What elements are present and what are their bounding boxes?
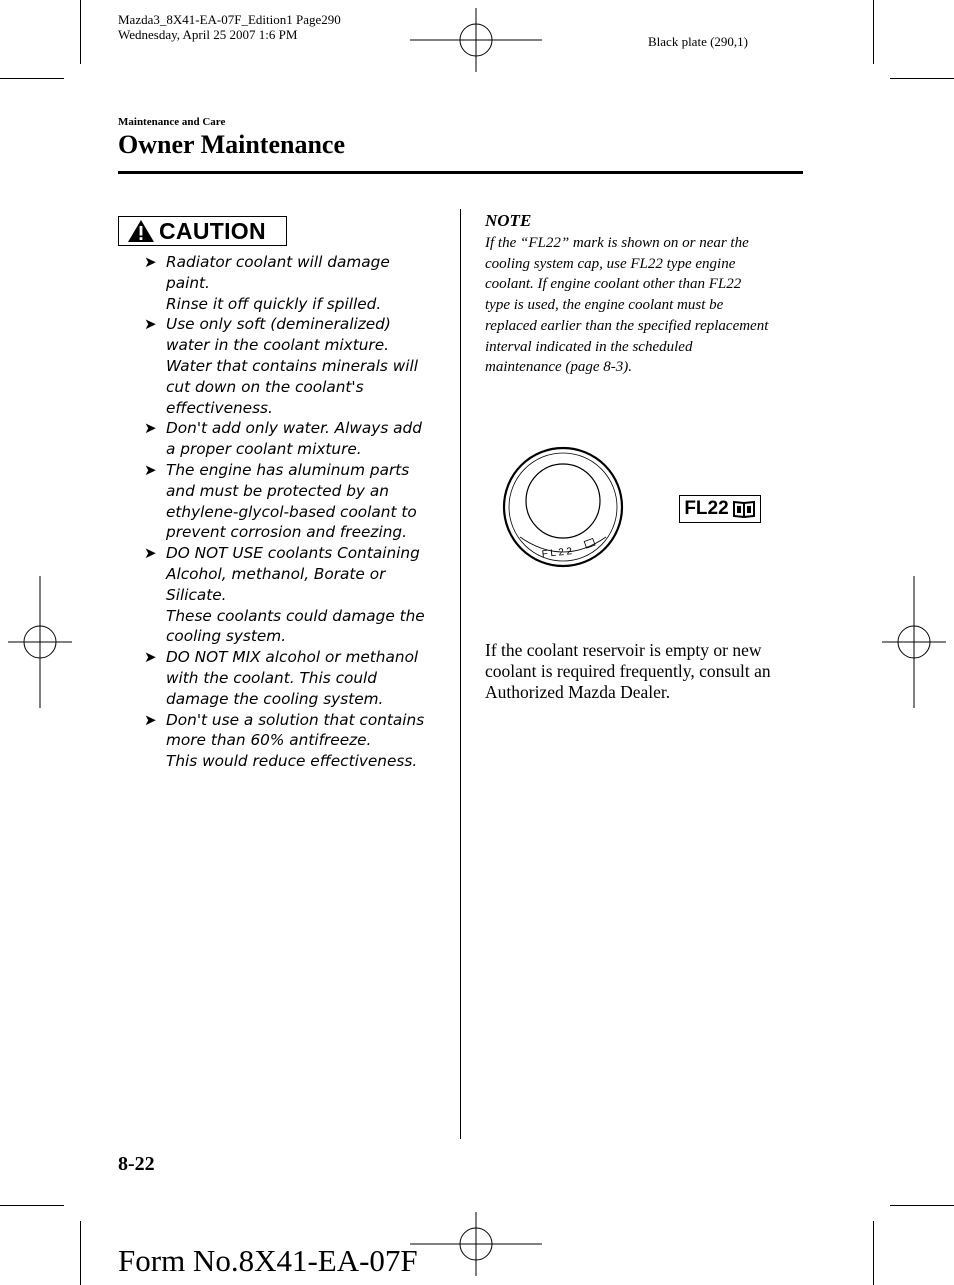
caution-line: These coolants could damage the (166, 606, 425, 625)
caution-item (144, 710, 444, 772)
caution-line: Use only soft (demineralized) (166, 315, 391, 334)
note-body (485, 233, 815, 378)
caution-line: with the coolant. This could (166, 668, 377, 687)
arrow-bullet-icon: ➤ (144, 419, 157, 438)
caution-line: Water that contains minerals will (166, 356, 419, 375)
crop-mark (80, 0, 81, 64)
arrow-bullet-icon: ➤ (144, 460, 157, 479)
body-line: coolant is required frequently, consult an (485, 660, 771, 681)
caution-line: paint. (166, 273, 210, 292)
caution-list (144, 252, 444, 772)
registration-mark-bottom (410, 1212, 542, 1276)
caution-line: more than 60% antifreeze. (166, 731, 372, 750)
arrow-bullet-icon: ➤ (144, 648, 157, 667)
column-divider (460, 209, 461, 1139)
body-line: Authorized Mazda Dealer. (485, 681, 671, 702)
print-info (118, 12, 341, 42)
form-number: Form No.8X41-EA-07F (118, 1243, 418, 1278)
fl22-text: FL22 (684, 498, 729, 519)
body-paragraph (485, 640, 805, 702)
registration-mark-right (882, 576, 946, 708)
caution-item (144, 647, 444, 709)
crop-mark (873, 0, 874, 64)
crop-mark (0, 1205, 64, 1206)
caution-line: The engine has aluminum parts (166, 460, 410, 479)
caution-label: CAUTION (159, 217, 266, 244)
caution-line: a proper coolant mixture. (166, 440, 362, 459)
caution-line: Alcohol, methanol, Borate or (166, 564, 386, 583)
caution-line: DO NOT USE coolants Containing (166, 544, 420, 563)
crop-mark (80, 1221, 81, 1285)
caution-item (144, 314, 444, 418)
note-line: replaced earlier than the specified replacement (485, 317, 769, 334)
caution-line: cut down on the coolant's (166, 377, 364, 396)
warning-triangle-icon (127, 219, 155, 243)
caution-item (144, 543, 444, 647)
caution-banner (118, 216, 287, 246)
registration-mark-left (8, 576, 72, 708)
caution-line: water in the coolant mixture. (166, 336, 389, 355)
caution-line: Rinse it off quickly if spilled. (166, 294, 382, 313)
note-line: type is used, the engine coolant must be (485, 297, 724, 314)
body-line: If the coolant reservoir is empty or new (485, 640, 762, 660)
arrow-bullet-icon: ➤ (144, 315, 157, 334)
caution-item (144, 418, 444, 460)
caution-line: Silicate. (166, 585, 227, 604)
note-line: If the “FL22” mark is shown on or near the (485, 235, 749, 251)
note-line: interval indicated in the scheduled (485, 338, 693, 355)
coolant-cap-illustration (496, 440, 631, 575)
caution-line: ethylene-glycol-based coolant to (166, 502, 417, 521)
manual-book-icon (732, 499, 756, 519)
note-line: maintenance (page 8-3). (485, 359, 633, 376)
caution-line: Don't add only water. Always add (166, 419, 422, 438)
crop-mark (890, 78, 954, 79)
print-info-line: Mazda3_8X41-EA-07F_Edition1 Page290 (118, 12, 341, 27)
note-line: cooling system cap, use FL22 type engine (485, 255, 736, 272)
crop-mark (873, 1221, 874, 1285)
caution-line: This would reduce effectiveness. (166, 752, 418, 771)
caution-line: DO NOT MIX alcohol or methanol (166, 648, 419, 667)
arrow-bullet-icon: ➤ (144, 544, 157, 563)
caution-line: and must be protected by an (166, 481, 389, 500)
arrow-bullet-icon: ➤ (144, 710, 157, 729)
caution-line: effectiveness. (166, 398, 273, 417)
title-rule (118, 171, 803, 174)
note-heading: NOTE (485, 211, 532, 230)
crop-mark (890, 1205, 954, 1206)
caution-item (144, 460, 444, 543)
caution-item (144, 252, 444, 314)
crop-mark (0, 78, 64, 79)
caution-line: prevent corrosion and freezing. (166, 523, 407, 542)
note-line: coolant. If engine coolant other than FL22 (485, 276, 742, 293)
cap-fl22-mark: FL22 (541, 545, 576, 561)
caution-line: Radiator coolant will damage (166, 253, 390, 271)
registration-mark-top (410, 8, 542, 72)
caution-line: damage the cooling system. (166, 689, 384, 708)
arrow-bullet-icon: ➤ (144, 253, 157, 271)
section-label: Maintenance and Care (118, 116, 226, 128)
page-number: 8-22 (118, 1153, 155, 1175)
plate-label: Black plate (290,1) (648, 34, 748, 49)
fl22-label (679, 495, 761, 523)
print-info-line: Wednesday, April 25 2007 1:6 PM (118, 27, 298, 42)
page-title: Owner Maintenance (118, 130, 345, 159)
caution-line: cooling system. (166, 627, 287, 646)
caution-line: Don't use a solution that contains (166, 710, 425, 729)
